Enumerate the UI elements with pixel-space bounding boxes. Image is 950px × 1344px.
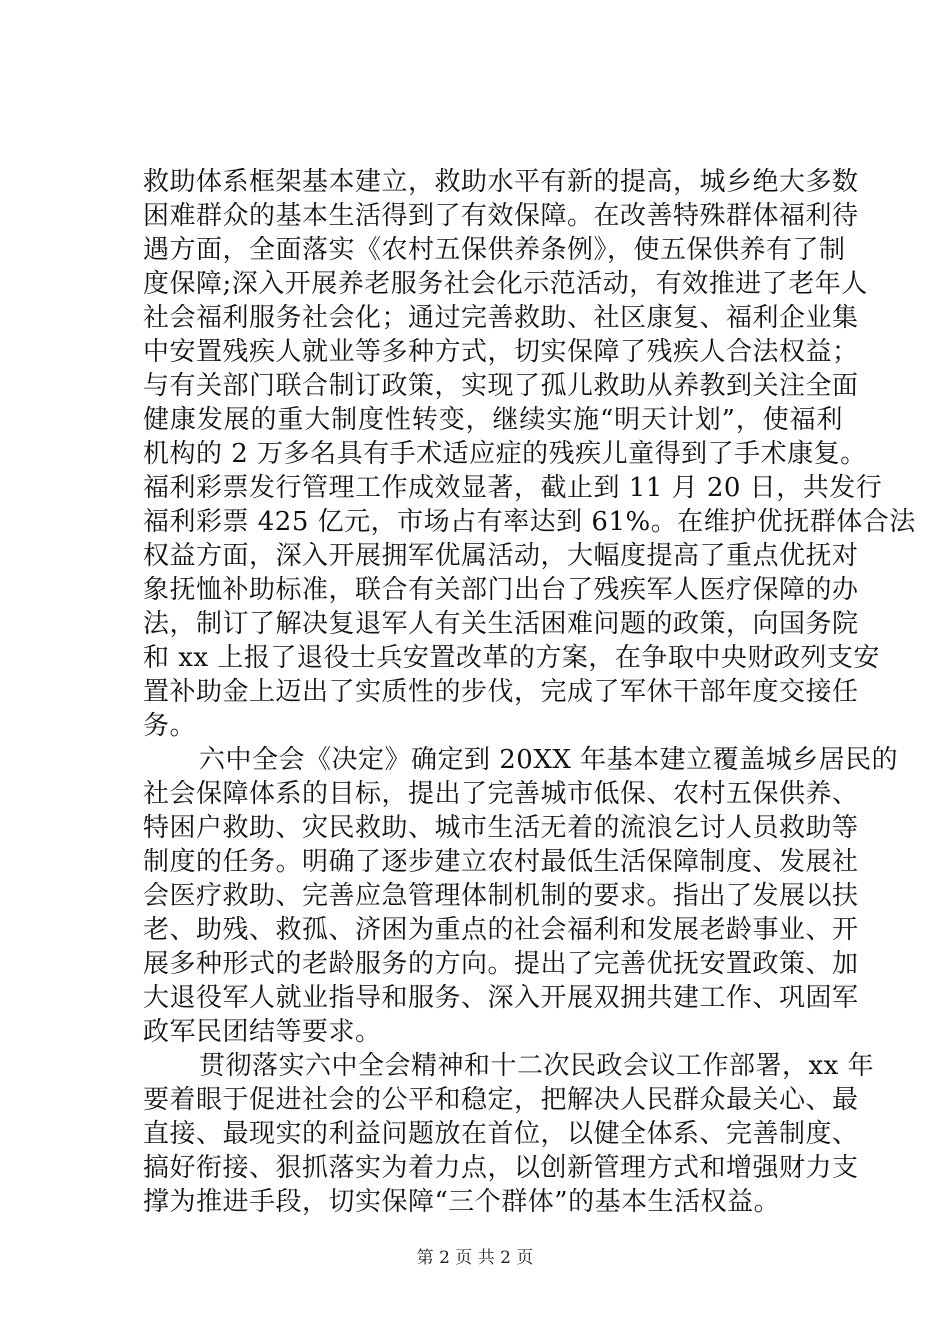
page-footer: 第 2 页 共 2 页 — [416, 1248, 534, 1268]
text-line: 搞好衔接、狠抓落实为着力点，以创新管理方式和增强财力支 — [143, 1153, 859, 1183]
text-line: 福利彩票 425 亿元，市场占有率达到 61%。在维护优抚群体合法 — [143, 507, 916, 537]
text-line: 度保障;深入开展养老服务社会化示范活动，有效推进了老年人 — [143, 269, 868, 299]
text-line: 贯彻落实六中全会精神和十二次民政会议工作部署，xx 年 — [199, 1051, 875, 1081]
text-line: 中安置残疾人就业等多种方式，切实保障了残疾人合法权益； — [143, 337, 859, 367]
paragraph-2 — [143, 743, 899, 1049]
text-line: 健康发展的重大制度性转变，继续实施“明天计划”，使福利 — [143, 405, 843, 435]
text-line: 机构的 2 万多名具有手术适应症的残疾儿童得到了手术康复。 — [143, 439, 867, 469]
text-line: 会医疗救助、完善应急管理体制机制的要求。指出了发展以扶 — [143, 881, 859, 911]
text-line: 制度的任务。明确了逐步建立农村最低生活保障制度、发展社 — [143, 847, 859, 877]
text-line: 务。 — [143, 711, 197, 741]
paragraph-3 — [143, 1049, 875, 1219]
text-line: 象抚恤补助标准，联合有关部门出台了残疾军人医疗保障的办 — [143, 575, 859, 605]
paragraph-1 — [143, 165, 916, 743]
text-line: 和 xx 上报了退役士兵安置改革的方案，在争取中央财政列支安 — [143, 643, 880, 673]
text-line: 政军民团结等要求。 — [143, 1017, 382, 1047]
text-line: 社会福利服务社会化；通过完善救助、社区康复、福利企业集 — [143, 303, 859, 333]
body-text — [143, 165, 916, 1219]
text-line: 特困户救助、灾民救助、城市生活无着的流浪乞讨人员救助等 — [143, 813, 859, 843]
text-line: 要着眼于促进社会的公平和稳定，把解决人民群众最关心、最 — [143, 1085, 859, 1115]
text-line: 福利彩票发行管理工作成效显著，截止到 11 月 20 日，共发行 — [143, 473, 883, 503]
text-line: 法，制订了解决复退军人有关生活困难问题的政策，向国务院 — [143, 609, 859, 639]
text-line: 大退役军人就业指导和服务、深入开展双拥共建工作、巩固军 — [143, 983, 859, 1013]
text-line: 六中全会《决定》确定到 20XX 年基本建立覆盖城乡居民的 — [199, 745, 899, 775]
text-line: 撑为推进手段，切实保障“三个群体”的基本生活权益。 — [143, 1187, 781, 1217]
text-line: 直接、最现实的利益问题放在首位，以健全体系、完善制度、 — [143, 1119, 859, 1149]
text-line: 救助体系框架基本建立，救助水平有新的提高，城乡绝大多数 — [143, 167, 859, 197]
text-line: 与有关部门联合制订政策，实现了孤儿救助从养教到关注全面 — [143, 371, 859, 401]
text-line: 老、助残、救孤、济困为重点的社会福利和发展老龄事业、开 — [143, 915, 859, 945]
text-line: 置补助金上迈出了实质性的步伐，完成了军休干部年度交接任 — [143, 677, 859, 707]
text-line: 社会保障体系的目标，提出了完善城市低保、农村五保供养、 — [143, 779, 859, 809]
text-line: 遇方面，全面落实《农村五保供养条例》，使五保供养有了制 — [143, 235, 846, 265]
text-line: 权益方面，深入开展拥军优属活动，大幅度提高了重点优抚对 — [143, 541, 859, 571]
text-line: 困难群众的基本生活得到了有效保障。在改善特殊群体福利待 — [143, 201, 859, 231]
text-line: 展多种形式的老龄服务的方向。提出了完善优抚安置政策、加 — [143, 949, 859, 979]
